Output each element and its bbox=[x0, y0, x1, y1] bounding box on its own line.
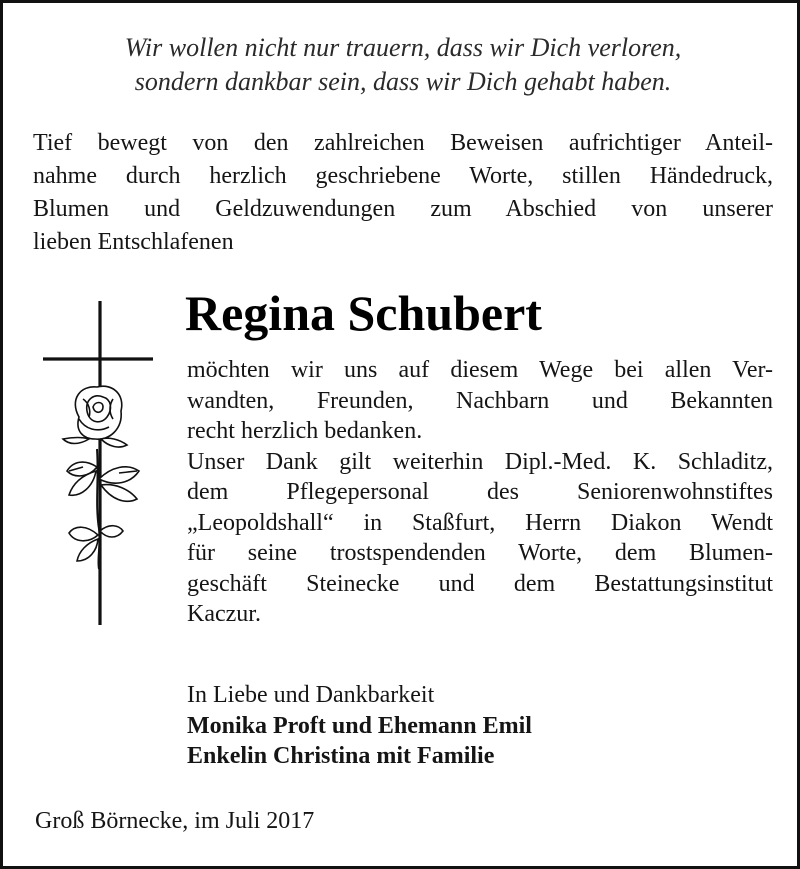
closing-phrase: In Liebe und Dankbarkeit bbox=[187, 682, 435, 708]
body-line: Unser Dank gilt weiterhin Dipl.-Med. K. Schladitz, bbox=[187, 448, 773, 475]
closing-block bbox=[187, 680, 773, 772]
body-line: Kaczur. bbox=[187, 601, 261, 627]
intro-line: Blumen und Geldzuwendungen zum Abschied von unserer bbox=[33, 196, 773, 222]
body-line: für seine trostspendenden Worte, dem Blumen- bbox=[187, 540, 773, 566]
intro-line: nahme durch herzlich geschriebene Worte, stillen Händedruck, bbox=[33, 163, 773, 189]
quote-line-1: Wir wollen nicht nur trauern, dass wir Dich verloren, bbox=[124, 33, 682, 62]
thanks-paragraph bbox=[187, 355, 773, 630]
intro-paragraph bbox=[33, 127, 773, 259]
body-line: geschäft Steinecke und dem Bestattungsinstitut bbox=[187, 570, 773, 597]
place-date: Groß Börnecke, im Juli 2017 bbox=[35, 808, 315, 834]
signatory: Enkelin Christina mit Familie bbox=[187, 743, 495, 769]
deceased-name: Regina Schubert bbox=[185, 285, 542, 341]
body-line: recht herzlich bedanken. bbox=[187, 418, 423, 444]
body-line: möchten wir uns auf diesem Wege bei allen Ver- bbox=[187, 357, 773, 383]
body-line: dem Pflegepersonal des Seniorenwohnstiftes bbox=[187, 479, 773, 505]
body-line: wandten, Freunden, Nachbarn und Bekannten bbox=[187, 387, 773, 414]
quote-line-2: sondern dankbar sein, dass wir Dich gehabt haben. bbox=[134, 67, 672, 96]
body-line: „Leopoldshall“ in Staßfurt, Herrn Diakon Wendt bbox=[187, 509, 773, 536]
intro-line: lieben Entschlafenen bbox=[33, 229, 234, 255]
cross-rose-emblem bbox=[39, 299, 155, 629]
signatory: Monika Proft und Ehemann Emil bbox=[187, 712, 532, 739]
intro-line: Tief bewegt von den zahlreichen Beweisen aufrichtiger Anteil- bbox=[33, 130, 773, 156]
